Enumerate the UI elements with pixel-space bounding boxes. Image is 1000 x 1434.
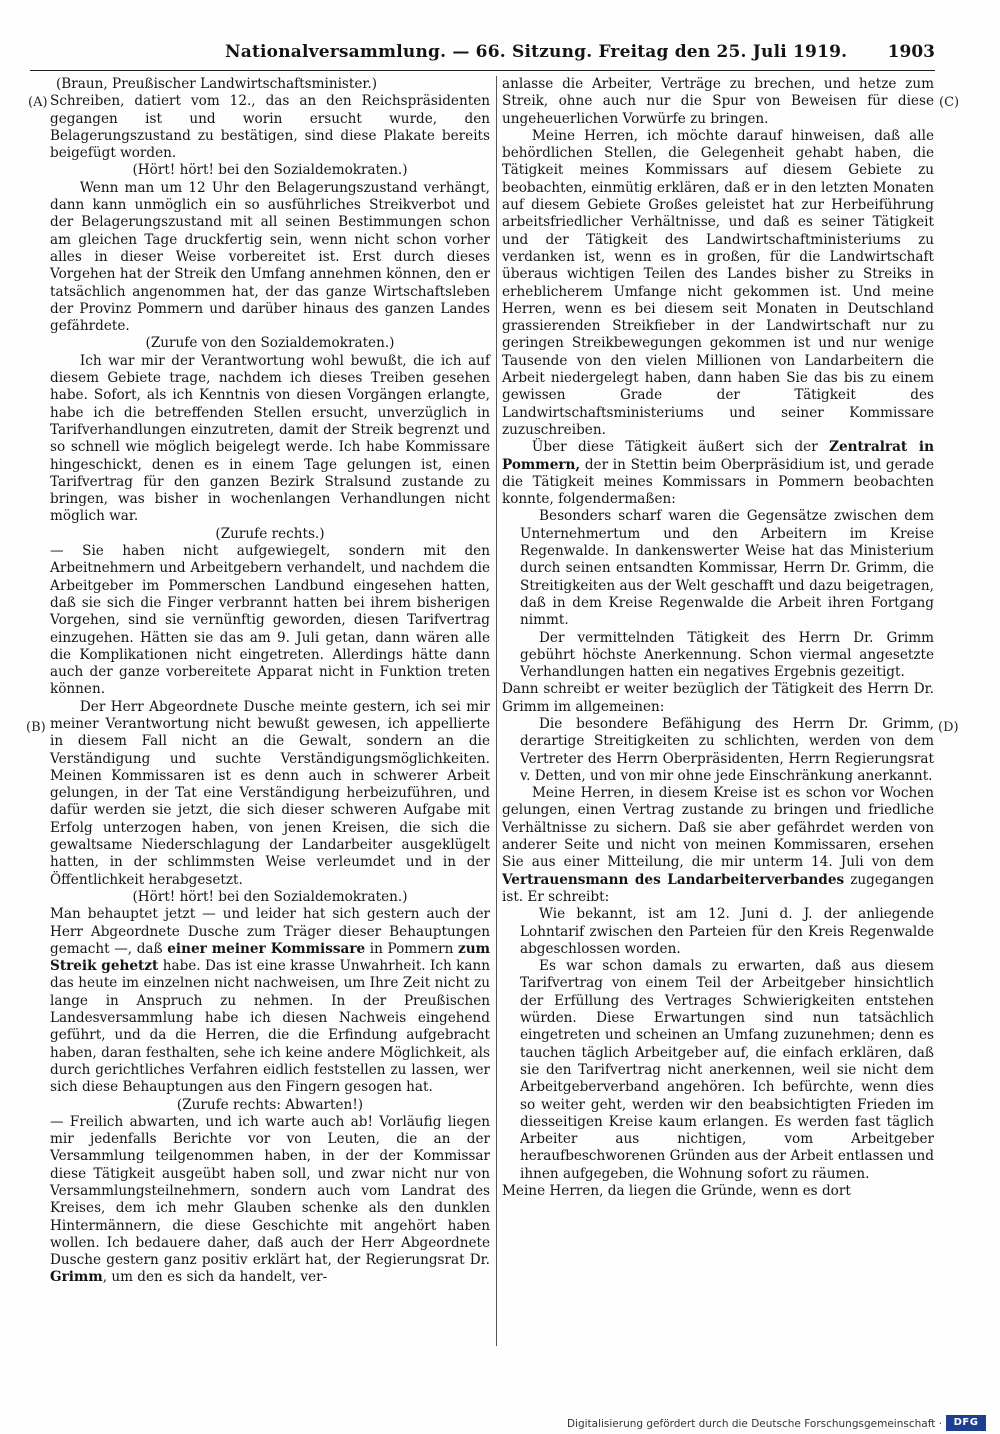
right-column xyxy=(502,76,934,1200)
interjection: (Hört! hört! bei den Sozialdemokraten.) xyxy=(132,888,408,905)
column-divider xyxy=(496,76,497,1346)
paragraph: Meine Herren, ich möchte darauf hinweisen, daß alle behördlichen Stellen, die Gelegenheit gehabt haben, die Tätigkeit meines Kommissars auf diesem Gebiete zu beobachten, einmütig erklären, daß er in den letzten Monaten auf diesem Gebiete Großes geleistet hat zur Herbeiführung arbeitsfriedlicher Verhältnisse, und daß es seiner Tätigkeit und der Tätigkeit des Landwirtschaftministeriums zu verdanken ist, wenn es in großen, für die Landwirtschaft überaus wichtigen Teilen des Landes bisher zu Streiks in erheblicherem Umfange nicht gekommen ist. Und meine Herren, wenn es bei diesem seit Monaten in Deutschland grassierenden Streikfieber in der Landwirtschaft nur zu geringen Streikbewegungen gekommen ist und nur wenige Tausende von den vielen Millionen von Landarbeitern die Arbeit niedergelegt haben, dann haben Sie das bis zu einem gewissen Grade der Tätigkeit des Landwirtschaftsministeriums und seiner Kommissare zuzuschreiben. xyxy=(502,127,934,438)
quotation: Die besondere Befähigung des Herrn Dr. Grimm, derartige Streitigkeiten zu schlichten, werden von dem Vertreter des Herrn Oberpräsidenten, Herrn Regierungsrat v. Detten, und von mir ohne jede Einschränkung anerkannt. xyxy=(520,715,934,784)
text-run: habe. Das ist eine krasse Unwahrheit. Ich kann das heute im einzelnen nicht nachweisen, um Ihre Zeit nicht zu lange in Anspruch zu nehmen. In der Preußischen Landesversammlung habe ich diesen Nachweis eingehend geführt, und da die Herren, die die Erfindung aufgebracht haben, daran festhalten, sehe ich keine andere Möglichkeit, als durch gerichtliches Verfahren eidlich feststellen zu lassen, wer sich diese Behauptungen aus den Fingern gesogen hat. xyxy=(50,958,491,1096)
emphasis: Zentralrat in Pommern, xyxy=(502,439,934,473)
paragraph: — Sie haben nicht aufgewiegelt, sondern mit den Arbeitnehmern und Arbeitgebern verhandelt, und nachdem die Arbeitgeber im Pommerschen Landbund eingesehen hatten, daß sie sich die Finger verbrannt hatten bei ihrem bisherigen Vorgehen, sind sie vernünftig geworden, diesen Tarifvertrag einzugehen. Hätten sie das am 9. Juli getan, dann wären alle die Komplikationen nicht eingetreten. Allerdings hätte dann auch der ganze vorbereitete Apparat nicht in Funktion treten können. xyxy=(50,543,490,698)
quotation: Es war schon damals zu erwarten, daß aus diesem Tarifvertrag von einem Teil der Arbeitgeber hinsichtlich der Erfüllung des Vertrages Schwierigkeiten entstehen würden. Diese Erwartungen sind nun tatsächlich eingetreten und scheinen an Umfang zuzunehmen; denn es tauchen täglich Arbeitgeber auf, die einfach erklären, daß sie den Tarifvertrag nicht anerkennen, weil sie nicht dem Arbeitgeberverband angehören. Ich befürchte, wenn dies so weiter geht, werden wir den beabsichtigten Frieden im diesseitigen Kreise kaum erlangen. Es werden fast täglich Arbeiter aus nichtigen, vom Arbeitgeber heraufbeschworenen Gründen aus der Arbeit entlassen und ihnen aufgegeben, die Wohnung sofort zu räumen. xyxy=(520,958,934,1182)
emphasis: Vertrauensmann des Landarbeiterverbandes xyxy=(502,871,845,888)
paragraph: Wenn man um 12 Uhr den Belagerungszustand verhängt, dann kann unmöglich ein so ausführliches Streikverbot und der Belagerungszustand mit all seinen Bestimmungen schon am gleichen Tage druckfertig sein, wenn nicht schon vorher alles in dieser Weise vorbereitet ist. Erst durch dieses Vorgehen hat der Streik den Umfang annehmen können, den er tatsächlich angenommen hat, der das ganze Wirtschaftsleben der Provinz Pommern und darüber hinaus des ganzen Landes gefährdete. xyxy=(50,179,490,335)
page-number: 1903 xyxy=(887,42,935,62)
emphasis: zum Streik gehetzt xyxy=(50,940,490,975)
page-header xyxy=(30,40,935,71)
text-run: der in Stettin beim Oberpräsidium ist, und gerade die Tätigkeit meines Kommissars in Pommern beobachten konnte, folgendermaßen: xyxy=(502,456,934,508)
quotation: Besonders scharf waren die Gegensätze zwischen dem Unternehmertum und den Arbeitern im Kreise Regenwalde. In dankenswerter Weise hat das Ministerium durch seinen entsandten Kommissar, Herrn Dr. Grimm, die Streitigkeiten aus der Welt geschafft und dazu beigetragen, daß in dem Kreise Regenwalde die Arbeit ihren Fortgang nimmt. xyxy=(520,508,934,629)
margin-mark-d: (D) xyxy=(938,720,959,735)
emphasis: Grimm xyxy=(50,1269,103,1286)
margin-mark-c: (C) xyxy=(939,95,960,110)
paragraph xyxy=(502,439,934,508)
text-run: — Freilich abwarten, und ich warte auch ab! Vorläufig liegen mir jedenfalls Berichte vor von Leuten, die an der Versammlung teilgenommen haben, in der der Kommissar diese Tätigkeit ausgeübt haben soll, und zwar nicht nur von Versammlungsteilnehmern, sondern auch vom Landrat des Kreises, dem ich mehr Glauben schenke als den dunklen Hintermännern, die diese Geschichte mit angehört haben wollen. Ich bedauere daher, daß auch der Herr Abgeordnete Dusche gestern ganz positiv erklärt hat, der Regierungsrat Dr. xyxy=(50,1113,490,1269)
text-run: zugegangen ist. Er schreibt: xyxy=(502,871,934,905)
text-run: , um den es sich da handelt, ver- xyxy=(102,1269,328,1286)
speaker-attribution: (Braun, Preußischer Landwirtschaftsminister.) xyxy=(56,76,378,92)
paragraph: anlasse die Arbeiter, Verträge zu brechen, und hetze zum Streik, ohne auch nur die Spur von Beweisen für diese ungeheuerlichen Vorwürfe zu bringen. xyxy=(502,76,934,127)
paragraph: Meine Herren, da liegen die Gründe, wenn es dort xyxy=(502,1183,851,1199)
interjection: (Hört! hört! bei den Sozialdemokraten.) xyxy=(132,162,408,179)
paragraph: Der Herr Abgeordnete Dusche meinte gestern, ich sei mir meiner Verantwortung nicht bewußt gewesen, ich appellierte in diesem Fall nicht an die Gewalt, sondern an die Verständigung und suchte Verständigungsmöglichkeiten. Meinen Kommissaren ist es denn auch in schwerer Arbeit gelungen, in der Tat eine Verständigung herbeizuführen, und dafür werden sie jetzt, die sich dieser schweren Aufgabe mit Erfolg unterzogen haben, von jenen Kreisen, die sich die gewaltsame Niederschlagung der Landarbeiter ausgeklügelt hatten, in der schlimmsten Weise verleumdet und in der Öffentlichkeit herabgesetzt. xyxy=(50,698,490,888)
margin-mark-b: (B) xyxy=(26,720,46,735)
paragraph xyxy=(502,785,934,906)
paragraph: Ich war mir der Verantwortung wohl bewußt, die ich auf diesem Gebiete trage, nachdem ich dieses Treiben gesehen habe. Sofort, als ich Kenntnis von diesen Vorgängen erlangte, habe ich die betreffenden Stellen ersucht, unverzüglich in Tarifverhandlungen einzutreten, damit der Streik begrenzt und so schnell wie möglich beigelegt werde. Ich habe Kommissare hingeschickt, denen es in einem Tage gelungen ist, einen Tarifvertrag für den ganzen Bezirk Stralsund zustande zu bringen, was bisher in wochenlangen Verhandlungen nicht möglich war. xyxy=(50,352,490,525)
paragraph: Dann schreibt er weiter bezüglich der Tätigkeit des Herrn Dr. Grimm im allgemeinen: xyxy=(502,681,934,715)
text-run: Man behauptet jetzt — und leider hat sich gestern auch der Herr Abgeordnete Dusche zum Träger dieser Behauptungen gemacht —, daß xyxy=(50,906,490,957)
text-run: Meine Herren, in diesem Kreise ist es schon vor Wochen gelungen, einen Vertrag zustande zu bringen und friedliche Verhältnisse zu sichern. Daß sie aber gefährdet werden von anderer Seite und nicht von meinen Kommissaren, ersehen Sie aus einer Mitteilung, die mir unterm 14. Juli von dem xyxy=(502,785,934,871)
interjection: (Zurufe rechts.) xyxy=(215,525,325,542)
left-column xyxy=(50,76,490,1287)
interjection: (Zurufe von den Sozialdemokraten.) xyxy=(145,335,395,352)
margin-mark-a: (A) xyxy=(28,95,48,110)
digitization-credit: Digitalisierung gefördert durch die Deutsche Forschungsgemeinschaft · xyxy=(566,1418,942,1430)
interjection: (Zurufe rechts: Abwarten!) xyxy=(176,1096,364,1113)
text-run: Über diese Tätigkeit äußert sich der xyxy=(531,439,818,456)
text-run: in Pommern xyxy=(369,940,454,957)
dfg-logo: DFG xyxy=(946,1415,986,1431)
emphasis: einer meiner Kommissare xyxy=(167,940,366,957)
paragraph xyxy=(50,1114,490,1287)
quotation: Der vermittelnden Tätigkeit des Herrn Dr. Grimm gebührt höchste Anerkennung. Schon viermal angesetzte Verhandlungen hatten ein negatives Ergebnis gezeitigt. xyxy=(520,629,934,681)
running-title: Nationalversammlung. — 66. Sitzung. Freitag den 25. Juli 1919. xyxy=(225,42,848,62)
paragraph: Schreiben, datiert vom 12., das an den Reichspräsidenten gegangen ist und worin ersucht wurde, den Belagerungszustand zu bestätigen, sind diese Plakate bereits beigefügt worden. xyxy=(50,93,490,162)
paragraph xyxy=(50,906,490,1096)
quotation: Wie bekannt, ist am 12. Juni d. J. der anliegende Lohntarif zwischen den Parteien für den Kreis Regenwalde abgeschlossen worden. xyxy=(520,906,934,957)
